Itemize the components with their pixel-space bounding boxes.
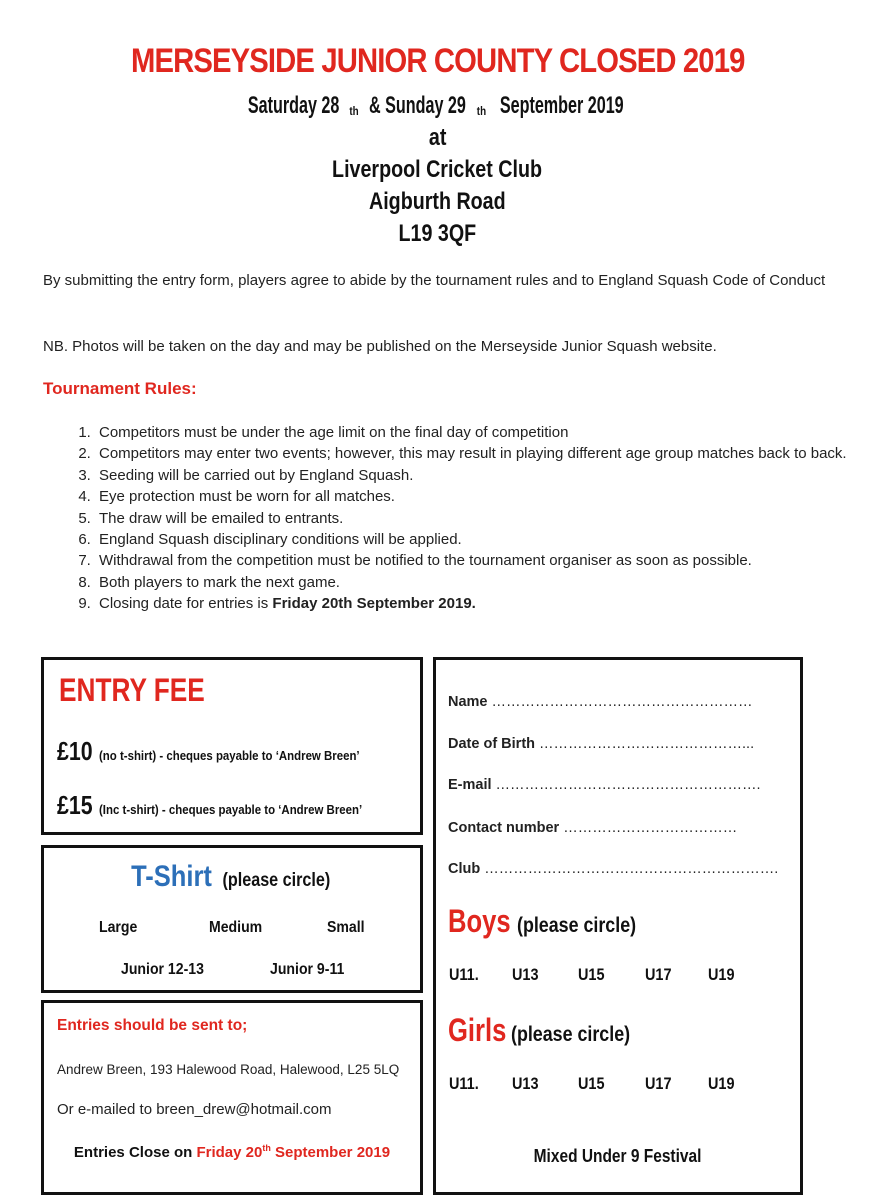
- photo-notice: NB. Photos will be taken on the day and may be published on the Merseyside Junior Squash website.: [43, 338, 717, 355]
- email-field[interactable]: E-mail ……………………………………………….: [448, 777, 761, 793]
- fee-with-tshirt: £15 (Inc t-shirt) - cheques payable to ‘Andrew Breen’: [57, 790, 363, 820]
- rule-item: 8. Both players to mark the next game.: [95, 572, 875, 593]
- boys-age-u13[interactable]: U13: [512, 965, 539, 984]
- rule-item: 1. Competitors must be under the age limit on the final day of competition: [95, 422, 875, 443]
- tshirt-title: T-Shirt (please circle): [131, 860, 331, 893]
- entry-fee-title: ENTRY FEE: [59, 672, 205, 708]
- girls-age-u13[interactable]: U13: [512, 1074, 539, 1093]
- boys-age-u19[interactable]: U19: [708, 965, 735, 984]
- mixed-festival-label: Mixed Under 9 Festival: [534, 1146, 702, 1166]
- girls-age-u19[interactable]: U19: [708, 1074, 735, 1093]
- club-field[interactable]: Club …………………………………………………….: [448, 861, 779, 877]
- size-small[interactable]: Small: [327, 919, 365, 936]
- rule-item: 6. England Squash disciplinary conditions will be applied.: [95, 529, 875, 550]
- boys-age-u17[interactable]: U17: [645, 965, 672, 984]
- page-title: MERSEYSIDE JUNIOR COUNTY CLOSED 2019: [130, 42, 745, 80]
- send-address: Andrew Breen, 193 Halewood Road, Halewood, L25 5LQ: [57, 1062, 400, 1077]
- rules-heading: Tournament Rules:: [43, 379, 197, 398]
- girls-age-u15[interactable]: U15: [578, 1074, 605, 1093]
- entries-close: Entries Close on Friday 20th September 2019: [73, 1143, 391, 1161]
- name-field[interactable]: Name ………………………………………………: [448, 694, 753, 710]
- rule-item: 5. The draw will be emailed to entrants.: [95, 508, 875, 529]
- rule-item: 2. Competitors may enter two events; however, this may result in playing different age group matches back to back.: [95, 443, 875, 464]
- intro-text: By submitting the entry form, players agree to abide by the tournament rules and to England Squash Code of Conduct: [43, 272, 826, 289]
- contact-number-field[interactable]: Contact number ………………………………: [448, 820, 738, 836]
- size-junior-12-13[interactable]: Junior 12-13: [121, 961, 204, 978]
- tshirt-box: [41, 845, 423, 993]
- venue-name: Liverpool Cricket Club: [332, 156, 543, 183]
- rules-list: [43, 422, 875, 615]
- at-label: at: [428, 124, 447, 151]
- size-junior-9-11[interactable]: Junior 9-11: [270, 961, 345, 978]
- size-medium[interactable]: Medium: [209, 919, 263, 936]
- entry-form-box: [433, 657, 803, 1195]
- dob-field[interactable]: Date of Birth ……………………………………...: [448, 736, 755, 752]
- send-to-box: [41, 1000, 423, 1195]
- rule-item: 3. Seeding will be carried out by England Squash.: [95, 465, 875, 486]
- girls-age-u11[interactable]: U11.: [449, 1074, 479, 1093]
- girls-age-u17[interactable]: U17: [645, 1074, 672, 1093]
- fee-no-tshirt: £10 (no t-shirt) - cheques payable to ‘Andrew Breen’: [57, 736, 360, 766]
- boys-heading: Boys (please circle): [448, 903, 636, 939]
- rule-item: 7. Withdrawal from the competition must be notified to the tournament organiser as soon as possible.: [95, 550, 875, 571]
- venue-postcode: L19 3QF: [398, 220, 477, 247]
- rule-item: 9. Closing date for entries is Friday 20th September 2019.: [95, 593, 875, 614]
- send-email: Or e-mailed to breen_drew@hotmail.com: [57, 1101, 332, 1118]
- event-dates: Saturday 28 $_{th}$& Sunday 29 $_{th}$September 2019: [247, 92, 624, 119]
- rule-item: 4. Eye protection must be worn for all matches.: [95, 486, 875, 507]
- boys-age-u11[interactable]: U11.: [449, 965, 479, 984]
- girls-heading: Girls (please circle): [448, 1012, 631, 1048]
- entry-fee-box: [41, 657, 423, 835]
- venue-road: Aigburth Road: [369, 188, 506, 215]
- boys-age-u15[interactable]: U15: [578, 965, 605, 984]
- size-large[interactable]: Large: [99, 919, 138, 936]
- send-heading: Entries should be sent to;: [57, 1017, 248, 1034]
